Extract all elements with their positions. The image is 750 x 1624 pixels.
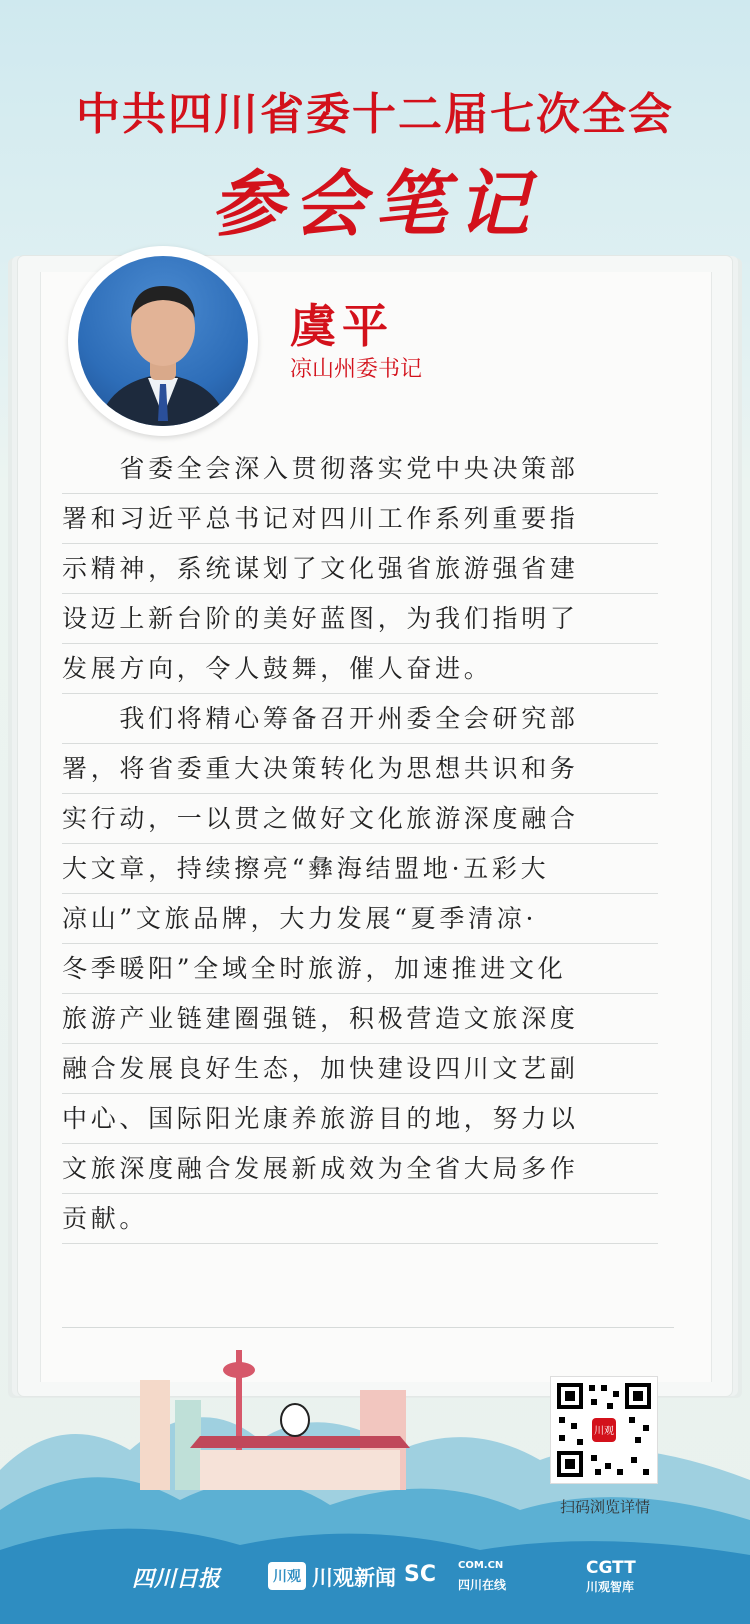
sichuan-daily-logo: 四川日报 [132,1567,221,1592]
text-line: 融合发展良好生态，加快建设四川文艺副 [62,1044,658,1094]
sichuan-online-logo: 四川在线 [458,1578,507,1592]
cgtt-logo: CGTT [586,1558,636,1578]
text-line: 省委全会深入贯彻落实党中央决策部 [62,444,658,494]
qr-pattern-icon [551,1377,657,1483]
chuanguan-badge-icon: 川观 [268,1562,306,1590]
text-line: 我们将精心筹备召开州委全会研究部 [62,694,658,744]
text-line: 旅游产业链建圈强链，积极营造文旅深度 [62,994,658,1044]
note-body [62,444,658,1244]
text-line: 大文章，持续擦亮“彝海结盟地·五彩大 [62,844,658,894]
header-title-line2: 参会笔记 [210,161,539,246]
portrait-illustration [78,256,248,426]
text-line: 冬季暖阳”全域全时旅游，加速推进文化 [62,944,658,994]
qr-code[interactable] [550,1376,658,1484]
avatar-frame [68,246,258,436]
text-line: 设迈上新台阶的美好蓝图，为我们指明了 [62,594,658,644]
text-line: 文旅深度融合发展新成效为全省大局多作 [62,1144,658,1194]
text-line: 实行动，一以贯之做好文化旅游深度融合 [62,794,658,844]
text-line: 示精神，系统谋划了文化强省旅游强省建 [62,544,658,594]
text-line: 中心、国际阳光康养旅游目的地，努力以 [62,1094,658,1144]
chuanguan-news-logo: 川观新闻 [312,1566,396,1590]
footer-logos [0,1548,750,1608]
chuanguan-think-tank-logo: 川观智库 [586,1580,635,1594]
text-line: 凉山”文旅品牌，大力发展“夏季清凉· [62,894,658,944]
person-name: 虞平 [290,299,394,353]
person-role: 凉山州委书记 [290,357,423,382]
qr-badge: 川观 [594,1426,614,1437]
scol-domain: COM.CN [458,1560,504,1571]
text-line: 署，将省委重大决策转化为思想共识和务 [62,744,658,794]
avatar [78,256,248,426]
qr-caption: 扫码浏览详情 [559,1498,650,1516]
text-line: 发展方向，令人鼓舞，催人奋进。 [62,644,658,694]
text-line: 署和习近平总书记对四川工作系列重要指 [62,494,658,544]
page-divider [62,1327,674,1328]
header-title-line1: 中共四川省委十二届七次全会 [76,89,674,140]
scol-logo: SC [404,1562,436,1587]
text-line: 贡献。 [62,1194,658,1244]
